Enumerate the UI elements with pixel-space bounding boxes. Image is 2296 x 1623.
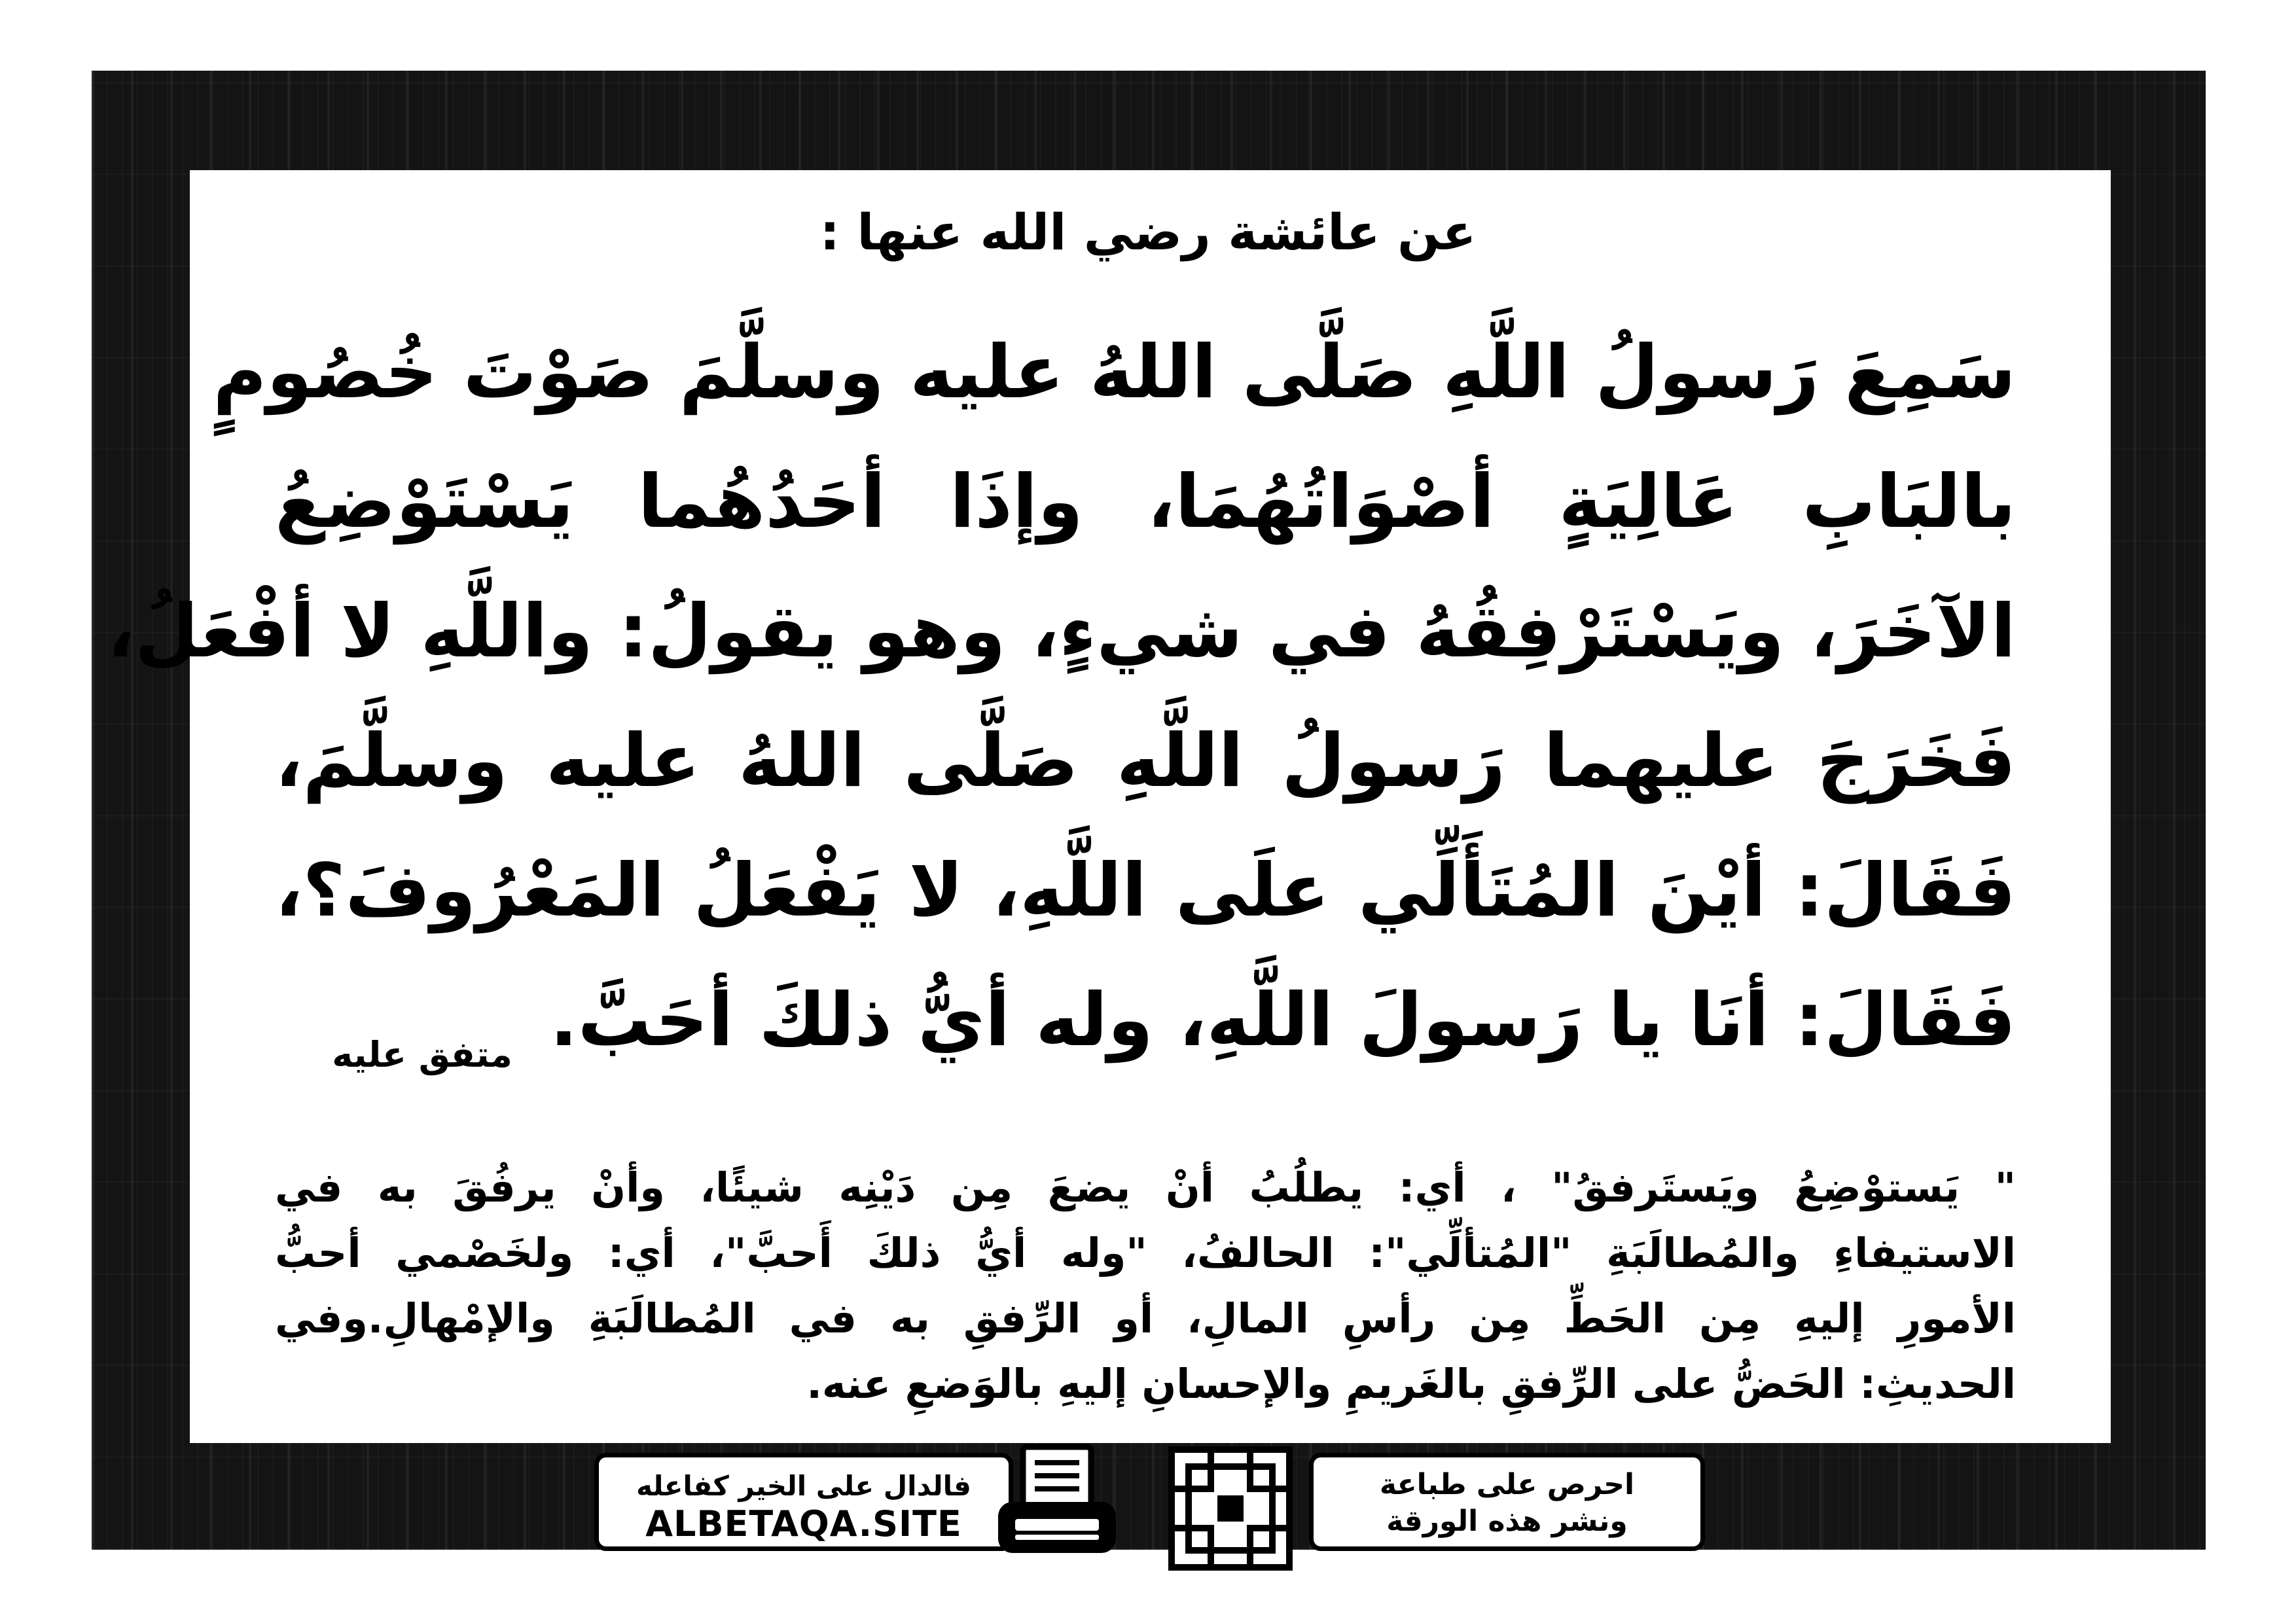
website-link[interactable]: ALBETAQA.SITE xyxy=(645,1503,962,1544)
note-line: الاستيفاءِ والمُطالَبَةِ "المُتألِّي": الحالفُ، "وله أيُّ ذلكَ أَحبَّ"، أي: ولخَصْمي أحبُّ xyxy=(275,1229,2016,1277)
note-line: " يَستوْضِعُ ويَستَرفقُ" ، أي: يطلُبُ أنْ يضعَ مِن دَيْنِه شيئًا، وأنْ يرفُقَ به في xyxy=(275,1164,2016,1211)
hadith-line: سَمِعَ رَسولُ اللَّهِ صَلَّى اللهُ عليه وسلَّمَ صَوْتَ خُصُومٍ xyxy=(213,330,2016,415)
print-reminder-box xyxy=(1309,1453,1705,1551)
hadith-line: الآخَرَ، ويَسْتَرْفِقُهُ في شيءٍ، وهو يقولُ: واللَّهِ لا أفْعَلُ، xyxy=(107,589,2016,674)
explanation-notes xyxy=(275,1155,2016,1417)
website-box xyxy=(594,1453,1013,1551)
print-reminder-line-1: احرص على طباعة xyxy=(1379,1468,1635,1501)
brand-logo-mark xyxy=(1165,1443,1296,1574)
printer-icon xyxy=(992,1436,1122,1567)
hadith-line: فَقَالَ: أنَا يا رَسولَ اللَّهِ، وله أيُّ ذلكَ أحَبَّ. xyxy=(550,978,2016,1063)
note-line: الأمورِ إليهِ مِن الحَطِّ مِن رأسِ المالِ، أو الرِّفقِ به في المُطالَبَةِ والإمْهالِ.وفي xyxy=(275,1294,2016,1342)
hadith-line: بالبَابِ عَالِيَةٍ أصْوَاتُهُمَا، وإذَا أحَدُهُما يَسْتَوْضِعُ xyxy=(275,459,2016,544)
print-reminder-line-2: ونشر هذه الورقة xyxy=(1386,1505,1628,1538)
brand-logo xyxy=(1165,1443,1296,1574)
hadith-line: فَقَالَ: أيْنَ المُتَأَلِّي علَى اللَّهِ، لا يَفْعَلُ المَعْرُوفَ؟، xyxy=(275,848,2016,933)
hadith-line: فَخَرَجَ عليهما رَسولُ اللَّهِ صَلَّى اللهُ عليه وسلَّمَ، xyxy=(275,719,2016,804)
narrator-intro: عن عائشة رضي الله عنها : xyxy=(819,203,1477,261)
note-line: الحديثِ: الحَضُّ على الرِّفقِ بالغَريمِ والإحسانِ إليهِ بالوَضعِ عنه. xyxy=(806,1360,2016,1408)
footer-tagline: فالدال على الخير كفاعله xyxy=(636,1470,971,1502)
hadith-source: متفق عليه xyxy=(332,1034,512,1075)
hadith-text xyxy=(107,308,2016,1085)
